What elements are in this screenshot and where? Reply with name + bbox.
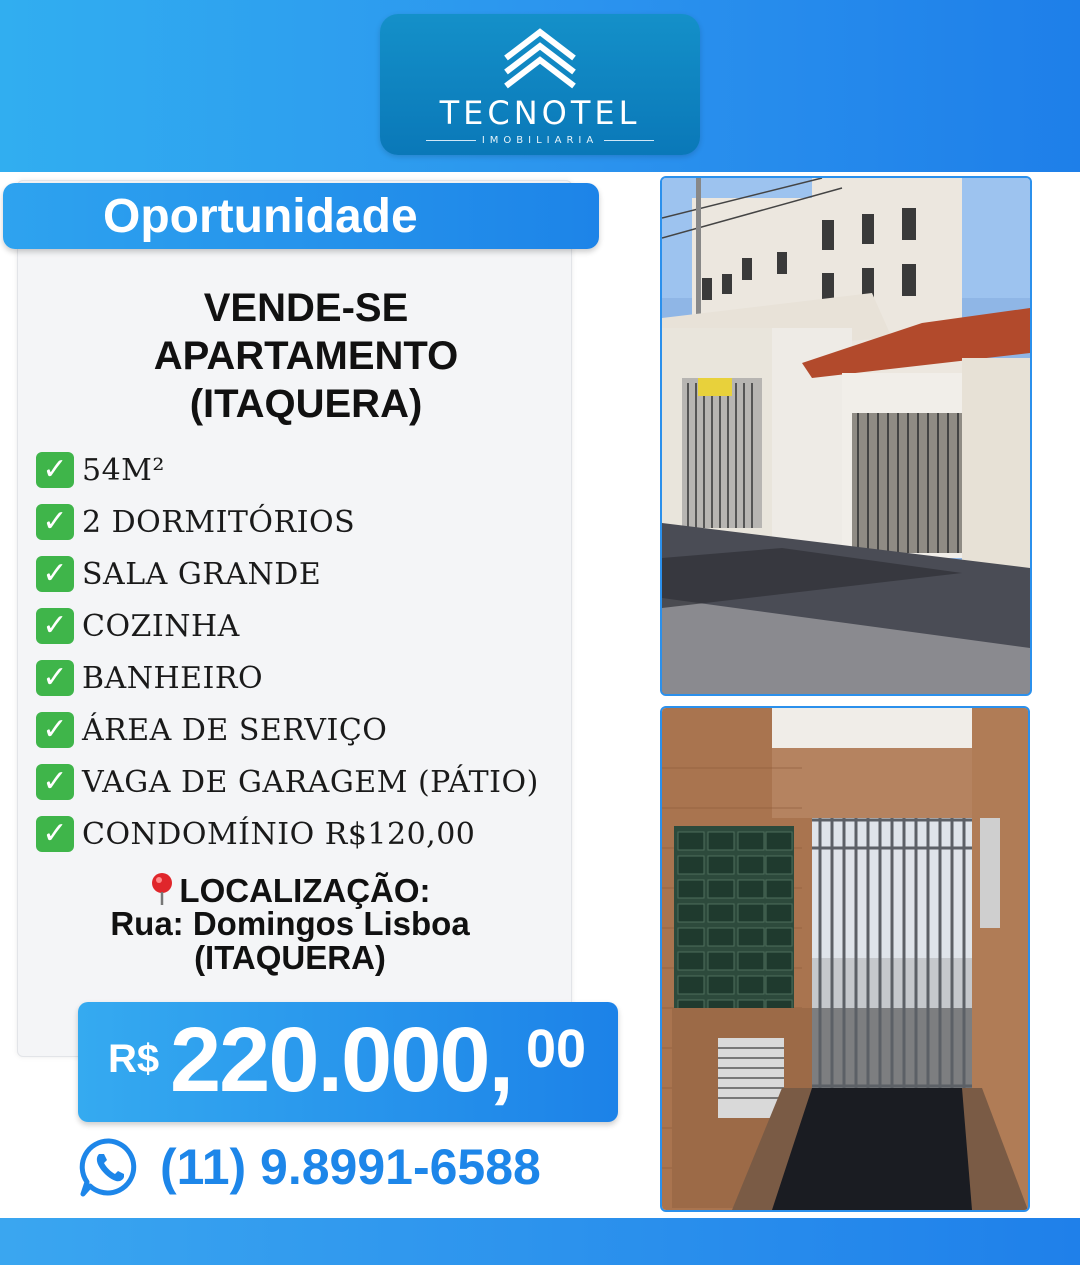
location-heading xyxy=(60,872,520,908)
building-entrance-photo xyxy=(660,706,1030,1212)
feature-text: BANHEIRO xyxy=(82,660,264,696)
banner-label: Oportunidade xyxy=(103,190,418,243)
listing-title-line-2: APARTAMENTO xyxy=(153,334,459,378)
map-pin-icon xyxy=(149,872,175,906)
opportunity-banner xyxy=(3,183,599,249)
check-mark-icon: ✓ xyxy=(36,712,74,748)
footer-band xyxy=(0,1218,1080,1265)
brand-name: TECNOTEL xyxy=(439,94,641,132)
feature-text: COZINHA xyxy=(82,608,240,644)
feature-item xyxy=(36,814,475,854)
building-exterior-photo xyxy=(660,176,1032,696)
feature-item xyxy=(36,554,321,594)
feature-item xyxy=(36,710,387,750)
check-mark-icon: ✓ xyxy=(36,452,74,488)
feature-item xyxy=(36,762,539,802)
feature-item xyxy=(36,450,165,490)
location-district: (ITAQUERA) xyxy=(194,939,386,976)
feature-text: VAGA DE GARAGEM (PÁTIO) xyxy=(82,764,539,800)
feature-item xyxy=(36,658,263,698)
contact-row[interactable] xyxy=(78,1135,541,1199)
feature-item xyxy=(36,606,240,646)
whatsapp-icon[interactable] xyxy=(78,1136,140,1198)
feature-text: ÁREA DE SERVIÇO xyxy=(82,712,388,748)
feature-text: 2 DORMITÓRIOS xyxy=(82,504,356,540)
location-street: Rua: Domingos Lisboa xyxy=(110,905,470,942)
feature-text: CONDOMÍNIO R$120,00 xyxy=(82,816,476,852)
feature-text: SALA GRANDE xyxy=(82,556,322,592)
check-mark-icon: ✓ xyxy=(36,816,74,852)
divider xyxy=(604,140,654,141)
brand-subtitle-row xyxy=(426,132,654,148)
price-badge xyxy=(78,1002,618,1122)
check-mark-icon: ✓ xyxy=(36,608,74,644)
price-currency: R$ xyxy=(108,1037,160,1081)
check-mark-icon: ✓ xyxy=(36,764,74,800)
check-mark-icon: ✓ xyxy=(36,504,74,540)
feature-text: 54M² xyxy=(82,452,165,488)
location-label: LOCALIZAÇÃO: xyxy=(179,872,431,909)
listing-title-line-3: (ITAQUERA) xyxy=(189,382,423,426)
check-mark-icon: ✓ xyxy=(36,660,74,696)
listing-title-line-1: VENDE-SE xyxy=(203,286,409,330)
house-roof-icon xyxy=(500,28,580,90)
phone-number[interactable]: (11) 9.8991-6588 xyxy=(160,1139,541,1195)
feature-item xyxy=(36,502,355,542)
divider xyxy=(426,140,476,141)
price-cents: 00 xyxy=(526,1019,587,1079)
check-mark-icon: ✓ xyxy=(36,556,74,592)
price-amount: 220.000, xyxy=(170,1009,513,1111)
brand-logo xyxy=(380,14,700,155)
brand-subtitle: IMOBILIARIA xyxy=(481,134,599,146)
